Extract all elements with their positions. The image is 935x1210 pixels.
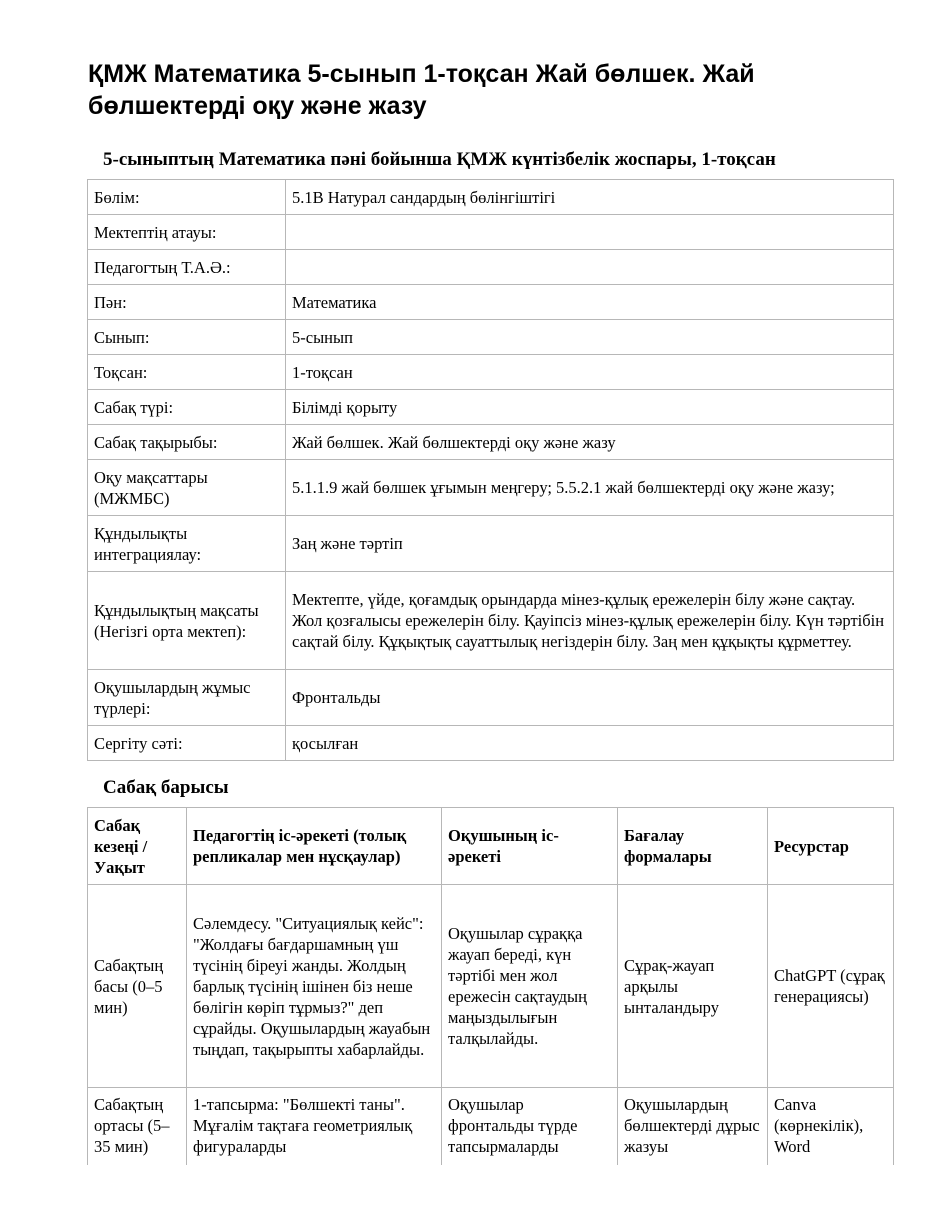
- document-title: ҚМЖ Математика 5-сынып 1-тоқсан Жай бөлшек. Жай бөлшектерді оқу және жазу: [88, 60, 755, 120]
- row-value: Білімді қорыту: [286, 390, 894, 425]
- row-label: Сабақ түрі:: [88, 390, 286, 425]
- lesson-flow-heading: Сабақ барысы: [103, 777, 229, 798]
- row-label: Мектептің атауы:: [88, 215, 286, 250]
- row-value: [286, 250, 894, 285]
- cell-teacher: Сәлемдесу. "Ситуациялық кейс": "Жолдағы бағдаршамның үш түсінің біреуі жанды. Жолдың барлық түсінің ішінен біз неше бөлігін көріп тұрмыз?" деп сұрайды. Оқушылардың жауабын тыңдап, тақырыпты хабарлайды.: [187, 885, 442, 1088]
- row-label: Құндылықты интеграциялау:: [88, 516, 286, 572]
- cell-student: Оқушылар сұраққа жауап береді, күн тәртібі мен жол ережесін сақтаудың маңыздылығын талқылайды.: [442, 885, 618, 1088]
- row-value: 1-тоқсан: [286, 355, 894, 390]
- column-header-teacher: Педагогтің іс-әрекеті (толық репликалар мен нұсқаулар): [187, 808, 442, 885]
- column-header-stage: Сабақ кезеңі / Уақыт: [88, 808, 187, 885]
- table-row: [88, 726, 894, 761]
- table-row: [88, 285, 894, 320]
- table-row: [88, 250, 894, 285]
- cell-student: Оқушылар фронтальды түрде тапсырмаларды: [442, 1088, 618, 1166]
- row-value: 5-сынып: [286, 320, 894, 355]
- cell-teacher: 1-тапсырма: "Бөлшекті таны". Мұғалім тақтаға геометриялық фигураларды: [187, 1088, 442, 1166]
- row-value: Жай бөлшек. Жай бөлшектерді оқу және жазу: [286, 425, 894, 460]
- cell-stage: Сабақтың ортасы (5–35 мин): [88, 1088, 187, 1166]
- row-label: Педагогтың Т.А.Ә.:: [88, 250, 286, 285]
- table-row: [88, 180, 894, 215]
- row-value: Фронтальды: [286, 670, 894, 726]
- column-header-assessment: Бағалау формалары: [618, 808, 768, 885]
- table-row: [88, 215, 894, 250]
- row-label: Құндылықтың мақсаты (Негізгі орта мектеп):: [88, 572, 286, 670]
- table-row: [88, 670, 894, 726]
- column-header-student: Оқушының іс-әрекеті: [442, 808, 618, 885]
- row-label: Сынып:: [88, 320, 286, 355]
- table-row: [88, 460, 894, 516]
- cell-resources: ChatGPT (сұрақ генерациясы): [768, 885, 894, 1088]
- table-row: [88, 425, 894, 460]
- cell-stage: Сабақтың басы (0–5 мин): [88, 885, 187, 1088]
- row-value: Мектепте, үйде, қоғамдық орындарда мінез-құлық ережелерін білу және сақтау. Жол қозғалысы ережелерін білу. Қауіпсіз мінез-құлық ережелерін білу. Күн тәртібін сақтай білу. Құқықтық сауаттылық негіздерін білу. Заң мен құқықты құрметтеу.: [286, 572, 894, 670]
- row-label: Сергіту сәті:: [88, 726, 286, 761]
- table-row: [88, 355, 894, 390]
- table-row: [88, 572, 894, 670]
- row-value: 5.1В Натурал сандардың бөлінгіштігі: [286, 180, 894, 215]
- cell-resources: Canva (көрнекілік), Word: [768, 1088, 894, 1166]
- cell-assessment: Оқушылардың бөлшектерді дұрыс жазуы: [618, 1088, 768, 1166]
- table-header-row: [88, 808, 894, 885]
- row-value: қосылған: [286, 726, 894, 761]
- row-label: Сабақ тақырыбы:: [88, 425, 286, 460]
- cell-assessment: Сұрақ-жауап арқылы ынталандыру: [618, 885, 768, 1088]
- row-label: Оқушылардың жұмыс түрлері:: [88, 670, 286, 726]
- row-label: Оқу мақсаттары (МЖМБС): [88, 460, 286, 516]
- table-row: [88, 516, 894, 572]
- row-label: Тоқсан:: [88, 355, 286, 390]
- row-value: Заң және тәртіп: [286, 516, 894, 572]
- row-value: [286, 215, 894, 250]
- row-value: Математика: [286, 285, 894, 320]
- lesson-flow-table: [87, 807, 894, 1165]
- row-value: 5.1.1.9 жай бөлшек ұғымын меңгеру; 5.5.2.1 жай бөлшектерді оқу және жазу;: [286, 460, 894, 516]
- row-label: Пән:: [88, 285, 286, 320]
- table-row: [88, 1088, 894, 1166]
- table-row: [88, 320, 894, 355]
- table-row: [88, 885, 894, 1088]
- plan-heading: 5-сыныптың Математика пәні бойынша ҚМЖ күнтізбелік жоспары, 1-тоқсан: [103, 149, 776, 170]
- column-header-resources: Ресурстар: [768, 808, 894, 885]
- plan-info-table: [87, 179, 894, 761]
- row-label: Бөлім:: [88, 180, 286, 215]
- table-row: [88, 390, 894, 425]
